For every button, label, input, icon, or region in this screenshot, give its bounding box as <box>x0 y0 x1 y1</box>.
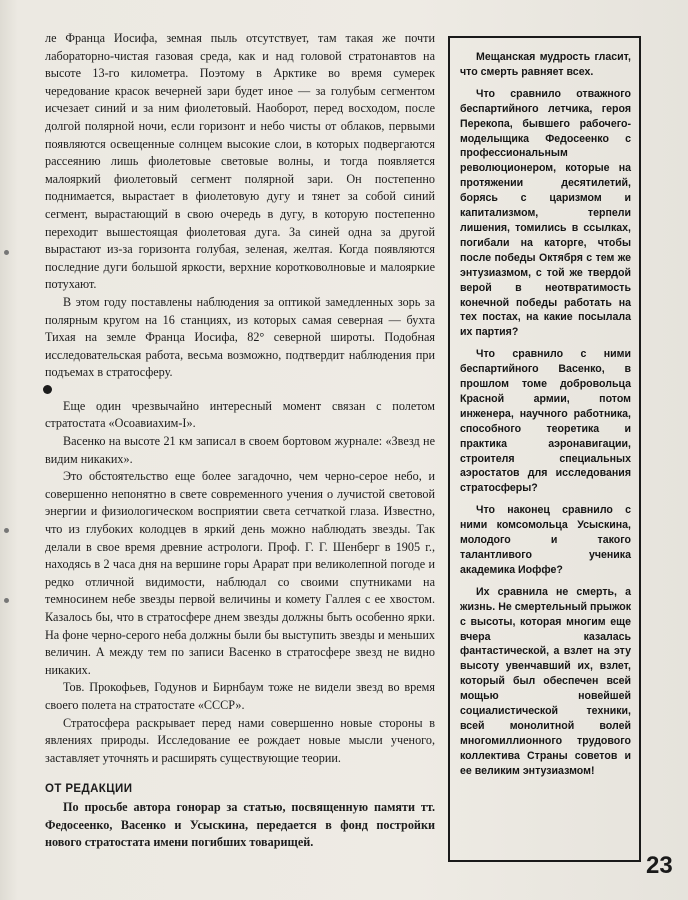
sidebar-paragraph: Что наконец сравнило с ними комсомольца Усыскина, молодого и такого талантливого ученика академика Иоффе? <box>460 504 631 576</box>
margin-speck <box>4 598 9 603</box>
editor-note-heading: ОТ РЕДАКЦИИ <box>45 783 133 796</box>
editor-note-text: По просьбе автора гонорар за статью, посвященную памяти тт. Федосеенко, Васенко и Усыскина, передается в фонд постройки нового стратостата имени погибших товарищей. <box>45 799 435 850</box>
sidebar-box <box>448 36 641 862</box>
page-number: 23 <box>646 852 673 879</box>
section-bullet-icon <box>43 385 52 394</box>
article-paragraph: Васенко на высоте 21 км записал в своем бортовом журнале: «Звезд не видим никаких». <box>45 434 435 466</box>
sidebar-paragraph: Мещанская мудрость гласит, что смерть равняет всех. <box>460 51 631 78</box>
article-paragraph: В этом году поставлены наблюдения за оптикой замедленных зорь за полярным кругом на 16 станциях, из которых самая северная — бухта Тихая на земле Франца Иосифа, 82° северной широты. Подобная исследовательская работа, весьма возможно, подтвердит наблюдения при подъемах в стратосферу. <box>45 294 435 380</box>
margin-speck <box>4 250 9 255</box>
article-paragraph: Еще один чрезвычайно интересный момент связан с полетом стратостата «Осоавиахим-I». <box>45 398 435 431</box>
sidebar-paragraph: Что сравнило отважного беспартийного летчика, героя Перекопа, бывшего рабочего-моделыщика Федосеенко с профессиональным революционером, которые на протяжении десятилетий, борясь с царизмом и капитализмом, терпели лишения, томились в ссылках, погибали на каторге, чтобы после победы Октября с тем же энтузиазмом, с той же твердой верой в неотвратимость конечной победы работать на тех постах, на какие посылала их партия? <box>460 87 631 339</box>
article-column <box>45 30 435 852</box>
article-paragraph: Стратосфера раскрывает перед нами совершенно новые стороны в явлениях природы. Исследование ее рождает новые мысли ученого, заставляет уточнять и расширять существующие теории. <box>45 715 435 765</box>
sidebar-paragraph: Что сравнило с ними беспартийного Васенко, в прошлом томе добровольца Красной армии, потом инженера, научного работника, способного теоретика и практика аэронавигации, строителя специальных аэростатов для исследования стратосферы? <box>460 348 631 495</box>
article-paragraph: ле Франца Иосифа, земная пыль отсутствует, там такая же почти лабораторно-чистая газовая среда, как и над головой стратонавтов на высоте 13-го километра. Поэтому в Арктике во время сумерек чередование красок вечерней зари будет иное — за голубым сегментом исчезает синий и за ним фиолетовый. Наоборот, перед восходом, после долгой полярной ночи, если горизонт и небо чисты от облаков, первыми появляются освещенные солнцем высокие слои, в которых подвергаются рассеянию лишь фиолетовые световые волны, и тогда появляется малояркий фиолетовый сегмент полярной зари. Он постепенно поднимается, вырастает в фиолетовую дугу и тянет за собой синий сегмент, вырастающий в свою очередь в дугу, в которую постепенно переходит вышестоящая фиолетовая дуга. За синей одна за другой вырастают из-за горизонта голубая, зеленая, желтая. Когда появляются последние дуги большой яркости, верхние коротковолновые и малояркие потухают. <box>45 31 435 292</box>
sidebar-paragraph: Их сравнила не смерть, а жизнь. Не смертельный прыжок с высоты, которая многим еще вчера казалась фантастической, а взлет на эту высоту увенчавший их, взлет, который был обеспечен всей мощью новейшей социалистической техники, всей монолитной волей многомиллионного трудового коллектива Страны советов и ее великим энтузиазмом! <box>460 585 631 777</box>
article-paragraph: Это обстоятельство еще более загадочно, чем черно-серое небо, и совершенно непонятно в свете современного учения о лучистой световой энергии и физиологическом восприятии света сетчаткой глаза. Известно, что из глубоких колодцев в яркий день можно наблюдать звезды. Так делали в свое время древние астрологи. Проф. Г. Г. Шенберг в 1905 г., находясь в 2 часа дня на вершине горы Арарат при великолепной погоде и редко отличной видимости, наблюдал со своими спутниками на темносинем небе звезды первой величины и комету Галлея с ее хвостом. Казалось бы, что в стратосфере днем звезды должны быть особенно ярки. На фоне черно-серого неба должны были бы выступить звезды и меньших величин. А между тем по записи Васенко в стратосфере звезд не видно никаких. <box>45 469 435 677</box>
article-paragraph: Тов. Прокофьев, Годунов и Бирнбаум тоже не видели звезд во время своего полета на стратостате «СССР». <box>45 680 435 712</box>
margin-speck <box>4 528 9 533</box>
